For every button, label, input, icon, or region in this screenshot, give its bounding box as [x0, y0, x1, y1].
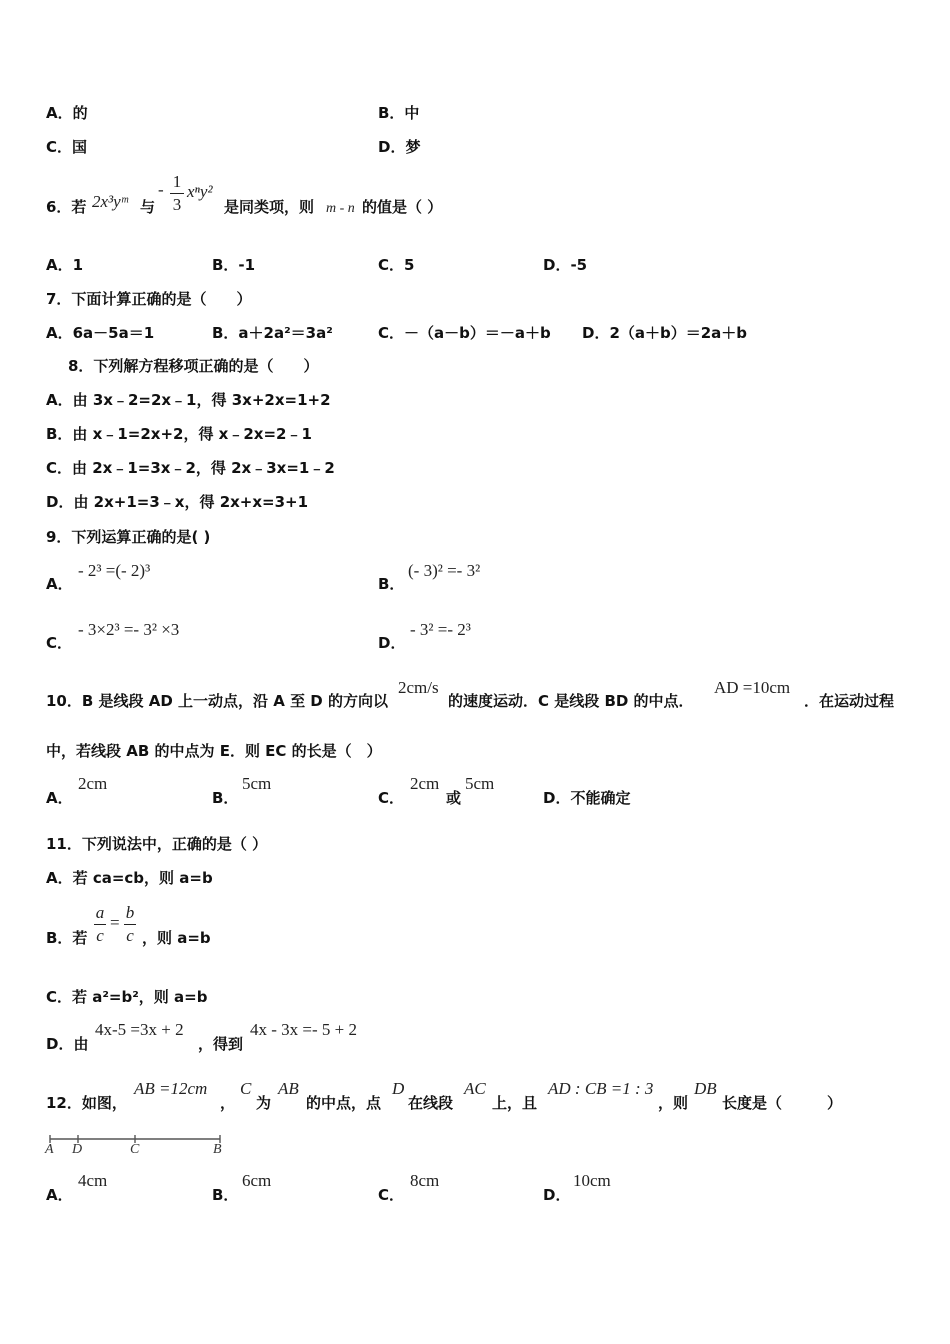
q12-option-c-label[interactable]: C． — [378, 1186, 405, 1204]
q11-frac2 — [124, 903, 136, 946]
q12-zai: 在线段 — [408, 1094, 454, 1112]
q12-wei: 为 — [256, 1094, 272, 1112]
q10-option-c-label[interactable]: C． — [378, 789, 405, 807]
q6-term2: xⁿy² — [187, 182, 213, 201]
q10-option-a-label[interactable]: A． — [46, 789, 73, 807]
q6-prefix: 6．若 — [46, 198, 87, 216]
q12-ac: AC — [464, 1079, 486, 1098]
q6-neg: - — [158, 180, 164, 199]
q12-db: DB — [694, 1079, 717, 1098]
q11-frac2-bar — [124, 924, 136, 925]
q6-end: 的值是（ ） — [362, 198, 443, 216]
q12-c: C — [240, 1079, 252, 1098]
q11-frac1-num: a — [95, 903, 105, 922]
q12-option-d-label[interactable]: D． — [543, 1186, 571, 1204]
q9-option-c-expr: - 3×2³ =- 3² ×3 — [78, 620, 180, 639]
q11-frac1 — [94, 903, 106, 946]
q12-ratio: AD : CB =1 : 3 — [548, 1079, 654, 1098]
q12-ab: AB — [278, 1079, 299, 1098]
q11-frac1-bar — [94, 924, 106, 925]
q11-option-d-mid: ，得到 — [198, 1035, 244, 1053]
q6-frac-num: 1 — [172, 172, 182, 191]
q7-option-b[interactable]: B．a＋2a²＝3a² — [212, 324, 333, 342]
q9-option-a-expr: - 2³ =(- 2)³ — [78, 561, 151, 580]
q12-end: 长度是（ ） — [722, 1094, 843, 1112]
q12-ab-length: AB =12cm — [134, 1079, 208, 1098]
q10-ad: AD =10cm — [714, 678, 791, 697]
q10-option-b-val: 5cm — [242, 774, 272, 793]
q11-frac-eq: = — [110, 913, 120, 932]
q12-fig-label-d: D — [72, 1142, 83, 1157]
q9-option-d-expr: - 3² =- 2³ — [410, 620, 471, 639]
q12-fig-label-b: B — [213, 1142, 222, 1157]
q10-option-d[interactable]: D．不能确定 — [543, 789, 631, 807]
q11-option-d-pre[interactable]: D．由 — [46, 1035, 89, 1053]
q11-stem: 11．下列说法中，正确的是（ ） — [46, 835, 268, 853]
q6-suffix: 是同类项，则 — [224, 198, 315, 216]
q12-ze: ，则 — [658, 1094, 689, 1112]
q8-stem: 8．下列解方程移项正确的是（ ） — [68, 357, 319, 375]
q9-option-d-label[interactable]: D． — [378, 634, 406, 652]
q8-option-d[interactable]: D．由 2x+1=3﹣x，得 2x+x=3+1 — [46, 493, 309, 511]
q12-mid: 的中点，点 — [306, 1094, 382, 1112]
q10-option-b-label[interactable]: B． — [212, 789, 239, 807]
q11-option-b-post: ，则 a=b — [142, 929, 211, 947]
q6-option-a[interactable]: A．1 — [46, 256, 84, 274]
q10-line2: 中，若线段 AB 的中点为 E．则 EC 的长是（ ） — [46, 742, 382, 760]
q7-stem: 7．下面计算正确的是（ ） — [46, 290, 252, 308]
q12-shang: 上，且 — [492, 1094, 538, 1112]
q11-option-b-pre[interactable]: B．若 — [46, 929, 88, 947]
q6-option-b[interactable]: B．-1 — [212, 256, 256, 274]
q12-option-b-label[interactable]: B． — [212, 1186, 239, 1204]
q6-frac-bar — [170, 193, 184, 194]
q9-option-b-label[interactable]: B． — [378, 575, 405, 593]
q7-option-a[interactable]: A．6a－5a＝1 — [46, 324, 155, 342]
q9-option-c-label[interactable]: C． — [46, 634, 73, 652]
q10-part2: 的速度运动．C 是线段 BD 的中点． — [448, 692, 694, 710]
q12-option-d-val: 10cm — [573, 1171, 611, 1190]
q12-option-b-val: 6cm — [242, 1171, 272, 1190]
q10-part1: 10．B 是线段 AD 上一动点，沿 A 至 D 的方向以 — [46, 692, 388, 710]
q6-term1: 2x³yᵐ — [92, 192, 128, 211]
q6-option-d[interactable]: D．-5 — [543, 256, 588, 274]
q11-option-c[interactable]: C．若 a²=b²，则 a=b — [46, 988, 208, 1006]
q10-part3: ．在运动过程 — [804, 692, 895, 710]
q6-m-n: m - n — [326, 201, 355, 216]
q10-option-c-or: 或 — [446, 789, 462, 807]
q6-option-c[interactable]: C．5 — [378, 256, 415, 274]
q7-option-d[interactable]: D．2（a＋b）＝2a＋b — [582, 324, 748, 342]
q8-option-b[interactable]: B．由 x﹣1=2x+2，得 x﹣2x=2﹣1 — [46, 425, 312, 443]
q12-d: D — [392, 1079, 405, 1098]
q11-option-d-expr1: 4x-5 =3x + 2 — [95, 1020, 184, 1039]
q12-comma: ， — [220, 1094, 236, 1112]
q10-option-c-val1: 2cm — [410, 774, 440, 793]
q11-option-a[interactable]: A．若 ca=cb，则 a=b — [46, 869, 213, 887]
q10-option-c-val2: 5cm — [465, 774, 495, 793]
q10-speed: 2cm/s — [398, 678, 439, 697]
q10-option-a-val: 2cm — [78, 774, 108, 793]
q5-option-b[interactable]: B．中 — [378, 104, 420, 122]
q8-option-c[interactable]: C．由 2x﹣1=3x﹣2，得 2x﹣3x=1﹣2 — [46, 459, 335, 477]
q11-frac2-num: b — [125, 903, 135, 922]
q9-option-a-label[interactable]: A． — [46, 575, 73, 593]
q5-option-a[interactable]: A．的 — [46, 104, 88, 122]
q12-fig-label-c: C — [130, 1142, 140, 1157]
q6-frac-den: 3 — [172, 195, 182, 214]
q5-option-c[interactable]: C．国 — [46, 138, 88, 156]
q12-option-c-val: 8cm — [410, 1171, 440, 1190]
q5-option-d[interactable]: D．梦 — [378, 138, 421, 156]
q12-fig-label-a: A — [45, 1142, 54, 1157]
q12-option-a-label[interactable]: A． — [46, 1186, 73, 1204]
q9-stem: 9．下列运算正确的是( ) — [46, 528, 211, 546]
q11-frac1-den: c — [96, 926, 104, 945]
q6-mid: 与 — [140, 198, 156, 216]
q6-fraction — [170, 172, 184, 215]
q7-option-c[interactable]: C．－（a－b）＝－a＋b — [378, 324, 551, 342]
q11-option-d-expr2: 4x - 3x =- 5 + 2 — [250, 1020, 357, 1039]
q11-frac2-den: c — [126, 926, 134, 945]
q12-option-a-val: 4cm — [78, 1171, 108, 1190]
q12-pre: 12．如图， — [46, 1094, 127, 1112]
q9-option-b-expr: (- 3)² =- 3² — [408, 561, 481, 580]
q8-option-a[interactable]: A．由 3x﹣2=2x﹣1，得 3x+2x=1+2 — [46, 391, 331, 409]
